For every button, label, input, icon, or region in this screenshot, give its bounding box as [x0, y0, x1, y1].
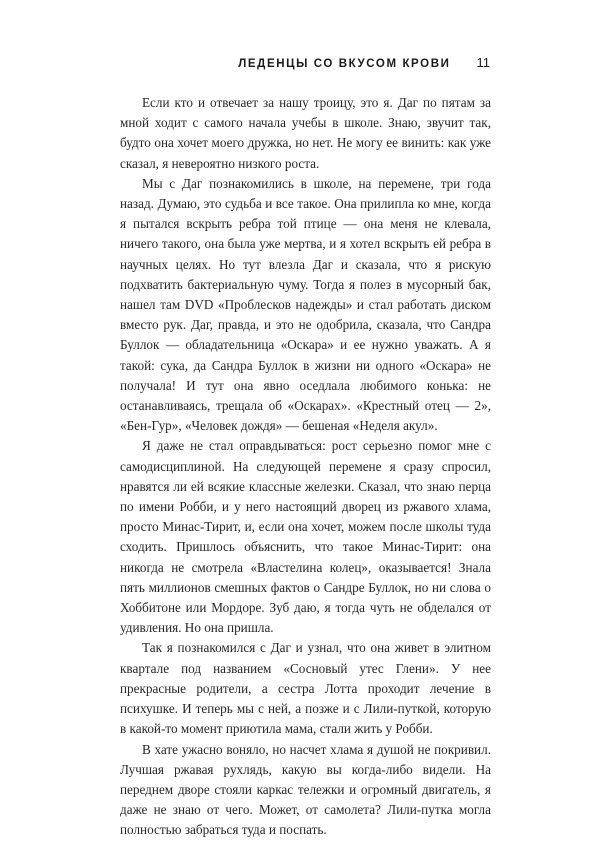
running-title: ЛЕДЕНЦЫ СО ВКУСОМ КРОВИ [238, 58, 451, 70]
page-number: 11 [476, 55, 490, 70]
paragraph: Так я познакомился с Даг и узнал, что она живет в элитном квартале под названием «Сосновый утес Глени». У нее прекрасные родители, а сестра Лотта проходит лечение в психушке. И теперь мы с ней, а позже и с Лили-путкой, которую в какой-то момент приютила мама, стали жить у Робби. [120, 640, 491, 737]
paragraph: Если кто и отвечает за нашу троицу, это я. Даг по пятам за мной ходит с самого начала учебы в школе. Знаю, звучит так, будто она хочет моего дружка, но нет. Не могу ее винить: как уже сказал, я невероятно низкого роста. [120, 95, 491, 171]
running-header [120, 55, 490, 70]
body-text [120, 93, 491, 841]
paragraph: В хате ужасно воняло, но насчет хлама я душой не покривил. Лучшая ржавая рухлядь, какую вы когда-либо видели. На переднем дворе стояли каркас тележки и огромный двигатель, я даже не знаю от чего. Может, от самолета? Лили-путка могла полностью забраться туда и поспать. [120, 741, 491, 838]
paragraph: Мы с Даг познакомились в школе, на перемене, три года назад. Думаю, это судьба и все такое. Она прилипла ко мне, когда я пытался вскрыть ребра той птице — она меня не клевала, ничего такого, она была уже мертва, и я хотел вскрыть ей ребра в научных целях. Но тут влезла Даг и сказала, что я рискую подхватить бактериальную чуму. Тогда я полез в мусорный бак, нашел там DVD «Проблесков надежды» и стал работать диском вместо рук. Даг, правда, и это не одобрила, сказала, что Сандра Буллок — обладательница «Оскара» и ее нужно уважать. А я такой: сука, да Сандра Буллок в жизни ни одного «Оскара» не получала! И тут она явно оседлала любимого конька: не останавливаясь, трещала об «Оскарах». «Крестный отец — 2», «Бен-Гур», «Человек дождя» — бешеная «Неделя акул». [120, 175, 491, 434]
paragraph: Я даже не стал оправдываться: рост серьезно помог мне с самодисциплиной. На следующей перемене я сразу спросил, нравятся ли ей всякие классные железки. Сказал, что знаю перца по имени Робби, и у него настоящий дворец из ржавого хлама, просто Минас-Тирит, и, если она хочет, можем после школы туда сходить. Пришлось объяснить, что такое Минас-Тирит: она никогда не смотрела «Властелина колец», оказывается! Знала пять миллионов смешных фактов о Сандре Буллок, но ни слова о Хоббитоне или Мордоре. Зуб даю, я тогда чуть не обделался от удивления. Но она пришла. [120, 438, 491, 636]
